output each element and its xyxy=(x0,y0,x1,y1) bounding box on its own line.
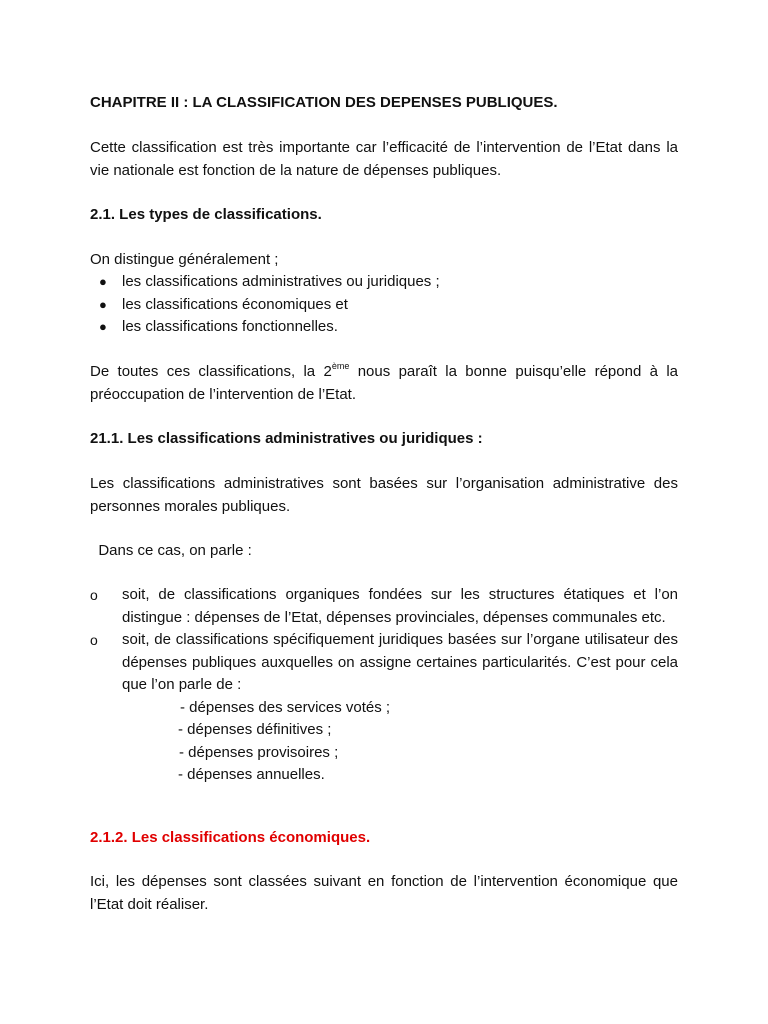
list-item: ● les classifications fonctionnelles. xyxy=(90,316,678,339)
section-2-1-conclusion: De toutes ces classifications, la 2ème nous paraît la bonne puisqu’elle répond à la préoccupation de l’intervention de l’Etat. xyxy=(90,361,679,403)
list-item: ● les classifications économiques et xyxy=(90,294,678,317)
section-21-1-paragraph: Les classifications administratives sont basées sur l’organisation administrative des personnes morales publiques. xyxy=(90,475,678,515)
circle-bullet-icon: o xyxy=(90,587,98,603)
section-2-1-lead: On distingue généralement ; xyxy=(90,251,279,268)
list-item: o soit, de classifications spécifiquement juridiques basées sur l’organe utilisateur des dépenses publiques auxquelles on assigne certaines particularités. C’est pour cela que l’on parle de : - dépenses des services votés ; - dépenses définitives ; - dépenses provisoires ; - dépenses annuelles. xyxy=(90,629,678,787)
list-item: ● les classifications administratives ou juridiques ; xyxy=(90,271,678,294)
section-21-1-lead: Dans ce cas, on parle : xyxy=(90,542,252,559)
section-2-1-2-paragraph: Ici, les dépenses sont classées suivant en fonction de l’intervention économique que l’Etat doit réaliser. xyxy=(90,873,678,913)
section-21-1-heading: 21.1. Les classifications administratives ou juridiques : xyxy=(90,430,483,447)
chapter-title: CHAPITRE II : LA CLASSIFICATION DES DEPENSES PUBLIQUES. xyxy=(90,94,558,111)
bullet-icon: ● xyxy=(99,296,107,312)
sub-item: - dépenses annuelles. xyxy=(178,766,325,783)
list-item: o soit, de classifications organiques fondées sur les structures étatiques et l’on distingue : dépenses de l’Etat, dépenses provinciales, dépenses communales etc. xyxy=(90,586,678,626)
circle-bullet-icon: o xyxy=(90,632,98,648)
classification-types-list xyxy=(90,271,678,339)
sub-item: - dépenses des services votés ; xyxy=(180,698,391,716)
bullet-icon: ● xyxy=(99,319,107,334)
bullet-icon: ● xyxy=(99,274,107,289)
sub-item: - dépenses définitives ; xyxy=(178,721,332,738)
intro-paragraph: Cette classification est très importante car l’efficacité de l’intervention de l’Etat dans la vie nationale est fonction de la nature de dépenses publiques. xyxy=(90,139,678,179)
sub-item: - dépenses provisoires ; xyxy=(179,743,339,761)
section-2-1-heading: 2.1. Les types de classifications. xyxy=(90,206,322,223)
section-2-1-2-heading: 2.1.2. Les classifications économiques. xyxy=(90,829,371,846)
ordinal-superscript: ème xyxy=(331,361,350,371)
classification-kinds-list xyxy=(90,584,678,787)
